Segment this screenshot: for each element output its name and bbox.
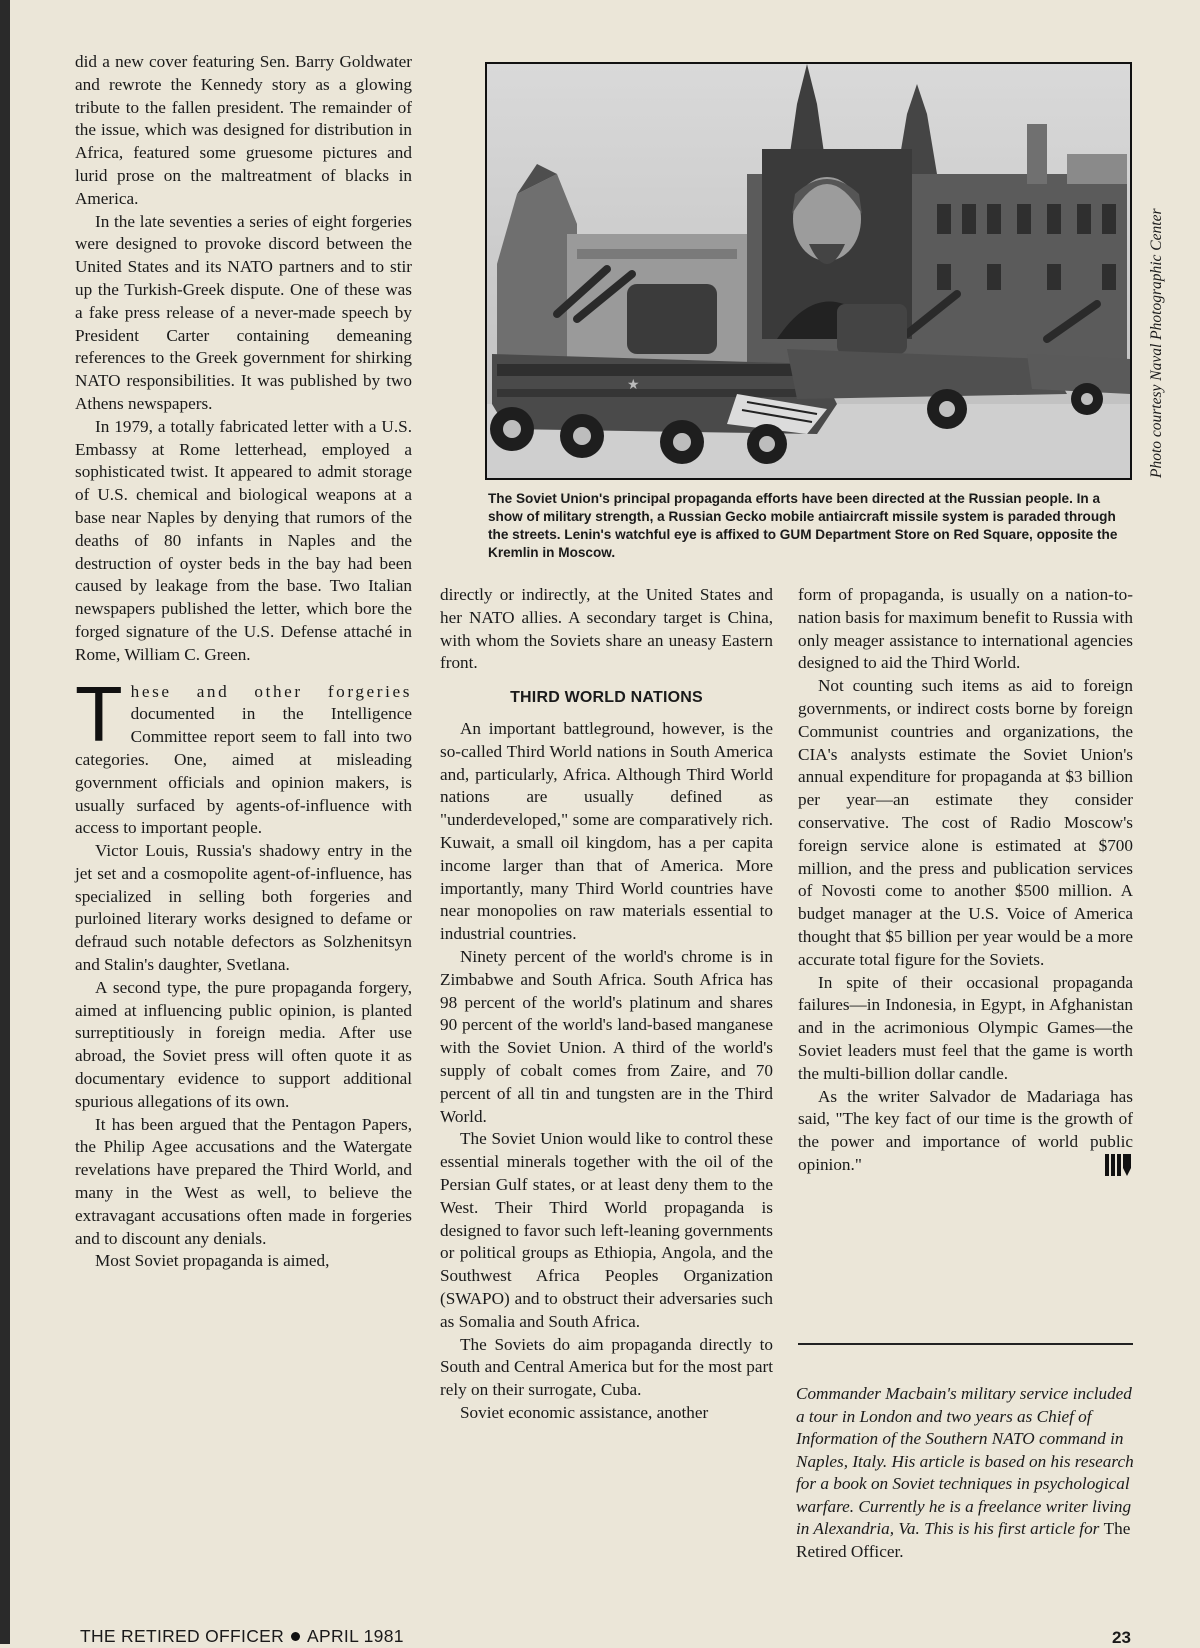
footer-publication: THE RETIRED OFFICER [80, 1626, 285, 1646]
article-column-2 [440, 584, 773, 1425]
closing-quote-text: As the writer Salvador de Madariaga has said, "The key fact of our time is the growth of the power and importance of world public opinion." [798, 1086, 1133, 1174]
photo-credit: Photo courtesy Naval Photographic Center [1148, 208, 1165, 478]
svg-text:★: ★ [627, 377, 640, 393]
col2-lead: directly or indirectly, at the United States and her NATO allies. A secondary target is China, with whom the Soviets share an uneasy Eastern front. [440, 585, 773, 673]
parade-photo-illustration [487, 64, 1130, 478]
col1-paragraph: In the late seventies a series of eight forgeries were designed to provoke discord between the United States and its NATO partners and to stir up the Turkish-Greek dispute. One of these was a fake press release of a never-made speech by President Carter containing demeaning references to the Greek government for shirking NATO responsibilities. It was published by two Athens newspapers. [75, 211, 412, 413]
bullet-icon [291, 1632, 300, 1641]
col2-paragraph: The Soviets do aim propaganda directly to South and Central America but for the most part rely on their surrogate, Cuba. [440, 1334, 773, 1400]
col3-paragraph [798, 1086, 1133, 1177]
col1-paragraph: In 1979, a totally fabricated letter with a U.S. Embassy at Rome letterhead, employed a sophisticated twist. It appeared to admit storage of U.S. chemical and biological weapons at a base near Naples by denying that rumors of the deaths of 80 infants in Naples and the destruction of oyster beds in the bay had been caused by leakage from the base. Two Italian newspapers published the letter, which bore the forged signature of the U.S. Defense attaché in Rome, William C. Green. [75, 416, 412, 664]
page-binding-edge [0, 0, 10, 1644]
col1-paragraph: Most Soviet propaganda is aimed, [95, 1251, 330, 1271]
col2-paragraph: The Soviet Union would like to control these essential minerals together with the oil of the Persian Gulf states, or at least deny them to the West. Their Third World propaganda is designed to favor such left-leaning governments or political groups as Ethiopia, Angola, and the Southwest Africa Peoples Organization (SWAPO) and to obstruct their adversaries such as Somalia and South Africa. [440, 1129, 773, 1331]
author-bio [796, 1383, 1136, 1563]
end-of-article-icon [1103, 1150, 1133, 1180]
page-number: 23 [1112, 1628, 1131, 1647]
section-heading: THIRD WORLD NATIONS [510, 689, 703, 707]
author-bio-text: Commander Macbain's military service included a tour in London and two years as Chief of Information of the Southern NATO command in Naples, Italy. His article is based on his research for a book on Soviet techniques in psychological warfare. Currently he is a freelance writer living in Alexandria, Va. This is his first article for [796, 1384, 1134, 1538]
dropcap-paragraph [75, 669, 412, 841]
col1-paragraph: It has been argued that the Pentagon Papers, the Philip Agee accusations and the Watergate revelations have prepared the Third World, and many in the West as well, to believe the extravagant accusations often made in forgeries and to discount any denials. [75, 1114, 412, 1248]
photo-caption: The Soviet Union's principal propaganda efforts have been directed at the Russian people. In a show of military strength, a Russian Gecko mobile antiaircraft missile system is paraded through the streets. Lenin's watchful eye is affixed to GUM Department Store on Red Square, opposite the Kremlin in Moscow. [488, 491, 1118, 560]
col2-paragraph: An important battleground, however, is the so-called Third World nations in South America and, particularly, Africa. Although Third World nations are usually defined as "underdeveloped," some are comparatively rich. Kuwait, a small oil kingdom, has a per capita income larger than that of America. More importantly, many Third World countries have near monopolies on raw materials essential to industrial countries. [440, 718, 773, 944]
magazine-name: The Retired Officer. [796, 1519, 1131, 1561]
dropcap-letter: T [75, 669, 123, 758]
dropcap-rest-text: documented in the Intelligence Committee report seem to fall into two categories. One, aimed at misleading government officials and opinion makers, is usually surfaced by agents-of-influence with access to important people. [75, 704, 412, 838]
col2-paragraph: Soviet economic assistance, another [460, 1402, 709, 1422]
col3-paragraph: Not counting such items as aid to foreign governments, or indirect costs borne by foreign Communist countries and organizations, the CIA's analysts estimate the Soviet Union's annual expenditure for propaganda at $3 billion per year—an estimate they consider conservative. The cost of Radio Moscow's foreign service alone is estimated at $700 million, and the press and publication services of Novosti come to another $500 million. A budget manager at the U.S. Voice of America thought that $5 billion per year would be a more accurate total figure for the Soviets. [798, 676, 1133, 969]
col1-paragraph: Victor Louis, Russia's shadowy entry in the jet set and a cosmopolite agent-of-influence, has specialized in selling both forgeries and purloined literary works designed to defame or defraud such notable defectors as Solzhenitsyn and Stalin's daughter, Svetlana. [75, 841, 412, 975]
col3-lead: form of propaganda, is usually on a nation-to-nation basis for maximum benefit to Russia with only meager assistance to international agencies designed to aid the Third World. [798, 585, 1133, 673]
parade-photo [485, 62, 1132, 480]
col2-paragraph: Ninety percent of the world's chrome is in Zimbabwe and South Africa. South Africa has 98 percent of the world's platinum and shares 90 percent of the world's land-based manganese with the Soviet Union. A third of the world's supply of cobalt comes from Zaire, and 70 percent of all tin and tungsten are in the Third World. [440, 946, 773, 1126]
dropcap-lead-text: hese and other forgeries [130, 681, 412, 701]
article-column-1 [75, 51, 412, 1273]
footer-issue: APRIL 1981 [307, 1626, 404, 1646]
article-column-3 [798, 584, 1133, 1180]
col1-paragraph: A second type, the pure propaganda forgery, aimed at influencing public opinion, is planted surreptitiously in foreign media. After use abroad, the Soviet press will often quote it as documentary evidence to support additional spurious allegations of its own. [75, 977, 412, 1111]
col1-paragraph: did a new cover featuring Sen. Barry Goldwater and rewrote the Kennedy story as a glowing tribute to the fallen president. The remainder of the issue, which was designed for distribution in Africa, featured some gruesome pictures and lurid prose on the maltreatment of blacks in America. [75, 52, 412, 208]
col3-paragraph: In spite of their occasional propaganda failures—in Indonesia, in Egypt, in Afghanistan and in the acrimonious Olympic Games—the Soviet leaders must feel that the game is worth the multi-billion dollar candle. [798, 972, 1133, 1083]
bio-divider-rule [798, 1343, 1133, 1345]
